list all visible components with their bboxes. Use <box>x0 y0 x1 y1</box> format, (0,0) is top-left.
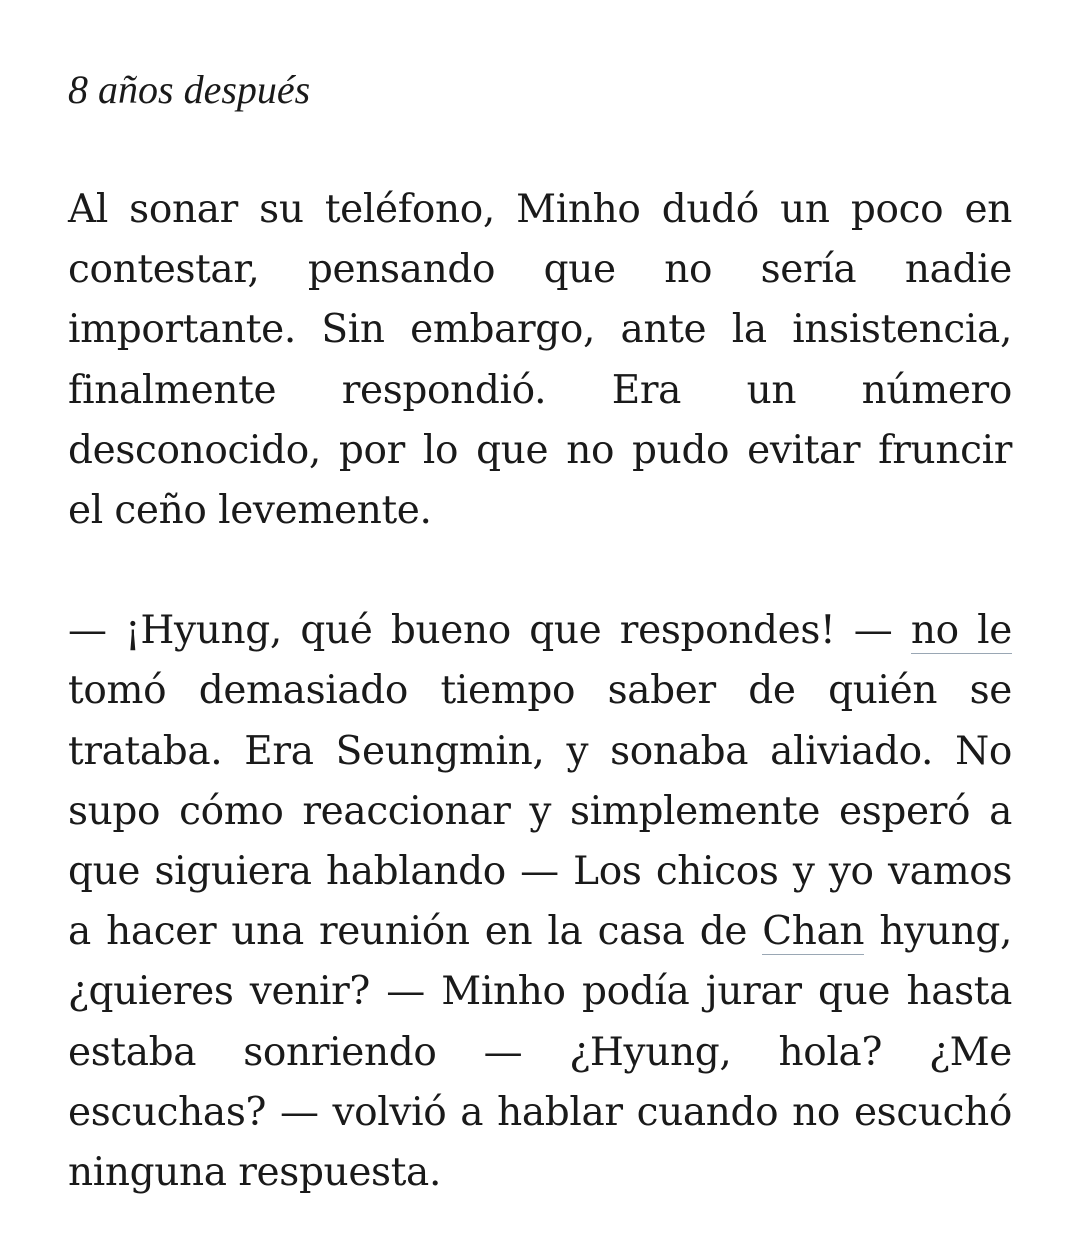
paragraph-2-text-1: — ¡Hyung, qué bueno que respondes! — <box>68 608 911 654</box>
reader-page <box>68 62 1012 1203</box>
highlighted-text-chan[interactable]: Chan <box>762 909 865 955</box>
paragraph-2-text-3: hyung, ¿quieres venir? — Minho podía jurar que hasta estaba sonriendo — ¿Hyung, hola? ¿Me escuchas? — volvió a hablar cuando no escuchó ninguna respuesta. <box>68 909 1012 1196</box>
paragraph-2-text-2: tomó demasiado tiempo saber de quién se trataba. Era Seungmin, y sonaba aliviado. No supo cómo reaccionar y simplemente esperó a que siguiera hablando — Los chicos y yo vamos a hacer una reunión en la casa de <box>68 668 1012 955</box>
highlighted-text-no-le[interactable]: no le <box>910 608 1012 654</box>
paragraph-1: Al sonar su teléfono, Minho dudó un poco en contestar, pensando que no sería nadie importante. Sin embargo, ante la insistencia, finalmente respondió. Era un número desconocido, por lo que no pudo evitar fruncir el ceño levemente. <box>68 187 1012 534</box>
paragraph-2 <box>68 601 1012 1203</box>
chapter-heading: 8 años después <box>68 67 311 112</box>
